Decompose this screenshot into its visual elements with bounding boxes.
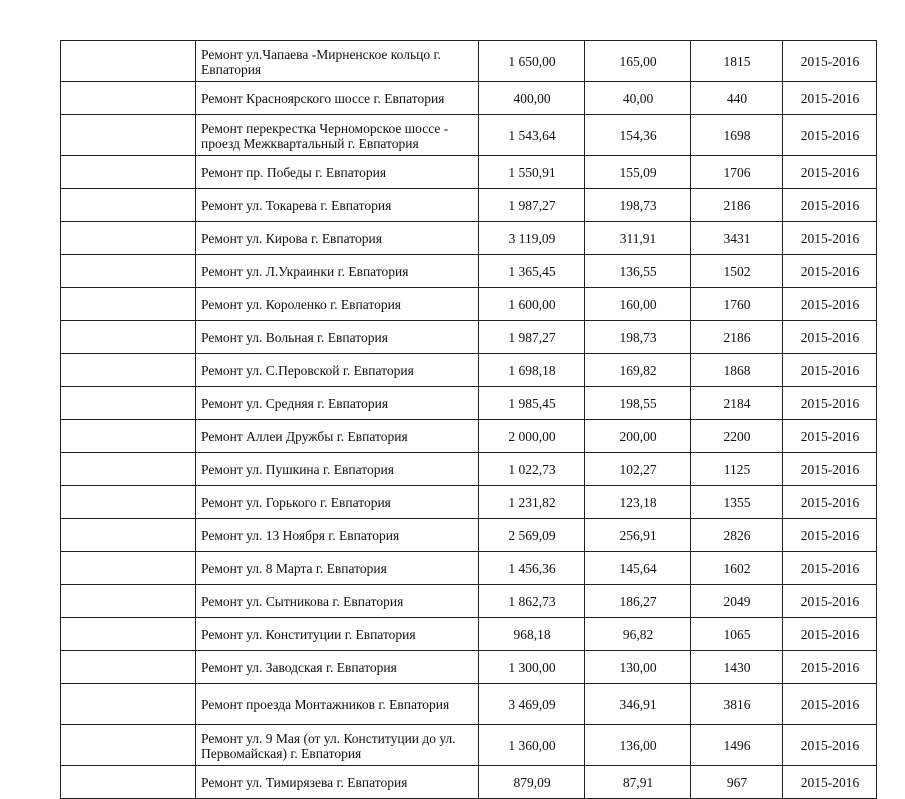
- work-name-cell: Ремонт ул. 8 Марта г. Евпатория: [196, 552, 479, 585]
- cost-cell: 3 469,09: [479, 684, 585, 725]
- vat-cell: 145,64: [585, 552, 691, 585]
- table-row: [61, 420, 877, 453]
- work-name-cell: Ремонт Аллеи Дружбы г. Евпатория: [196, 420, 479, 453]
- vat-cell: 87,91: [585, 766, 691, 799]
- period-cell: 2015-2016: [783, 288, 877, 321]
- table-row: [61, 552, 877, 585]
- blank-cell: [61, 222, 196, 255]
- cost-cell: 1 543,64: [479, 115, 585, 156]
- cost-cell: 2 569,09: [479, 519, 585, 552]
- work-name-cell: Ремонт ул. Сытникова г. Евпатория: [196, 585, 479, 618]
- vat-cell: 186,27: [585, 585, 691, 618]
- cost-cell: 1 022,73: [479, 453, 585, 486]
- blank-cell: [61, 585, 196, 618]
- cost-cell: 1 987,27: [479, 189, 585, 222]
- vat-cell: 136,55: [585, 255, 691, 288]
- work-name-cell: Ремонт ул. Пушкина г. Евпатория: [196, 453, 479, 486]
- table-row: [61, 288, 877, 321]
- period-cell: 2015-2016: [783, 41, 877, 82]
- work-name-cell: Ремонт ул. С.Перовской г. Евпатория: [196, 354, 479, 387]
- total-cell: 1602: [691, 552, 783, 585]
- period-cell: 2015-2016: [783, 82, 877, 115]
- cost-cell: 1 985,45: [479, 387, 585, 420]
- blank-cell: [61, 41, 196, 82]
- blank-cell: [61, 156, 196, 189]
- total-cell: 1355: [691, 486, 783, 519]
- blank-cell: [61, 684, 196, 725]
- cost-cell: 1 300,00: [479, 651, 585, 684]
- work-name-cell: Ремонт ул.Чапаева -Мирненское кольцо г. Евпатория: [196, 41, 479, 82]
- blank-cell: [61, 255, 196, 288]
- period-cell: 2015-2016: [783, 486, 877, 519]
- table-row: [61, 684, 877, 725]
- blank-cell: [61, 321, 196, 354]
- vat-cell: 160,00: [585, 288, 691, 321]
- table-row: [61, 156, 877, 189]
- blank-cell: [61, 420, 196, 453]
- cost-cell: 400,00: [479, 82, 585, 115]
- table-row: [61, 486, 877, 519]
- cost-cell: 3 119,09: [479, 222, 585, 255]
- total-cell: 2200: [691, 420, 783, 453]
- blank-cell: [61, 387, 196, 420]
- vat-cell: 256,91: [585, 519, 691, 552]
- period-cell: 2015-2016: [783, 156, 877, 189]
- vat-cell: 311,91: [585, 222, 691, 255]
- blank-cell: [61, 519, 196, 552]
- total-cell: 3431: [691, 222, 783, 255]
- total-cell: 3816: [691, 684, 783, 725]
- total-cell: 1868: [691, 354, 783, 387]
- total-cell: 1502: [691, 255, 783, 288]
- cost-cell: 1 456,36: [479, 552, 585, 585]
- work-name-cell: Ремонт ул. Короленко г. Евпатория: [196, 288, 479, 321]
- work-name-cell: Ремонт ул. 13 Ноября г. Евпатория: [196, 519, 479, 552]
- cost-cell: 1 550,91: [479, 156, 585, 189]
- total-cell: 2826: [691, 519, 783, 552]
- period-cell: 2015-2016: [783, 766, 877, 799]
- work-name-cell: Ремонт ул. 9 Мая (от ул. Конституции до ул. Первомайская) г. Евпатория: [196, 725, 479, 766]
- total-cell: 1496: [691, 725, 783, 766]
- period-cell: 2015-2016: [783, 453, 877, 486]
- work-name-cell: Ремонт ул. Тимирязева г. Евпатория: [196, 766, 479, 799]
- period-cell: 2015-2016: [783, 552, 877, 585]
- table-row: [61, 255, 877, 288]
- blank-cell: [61, 618, 196, 651]
- blank-cell: [61, 651, 196, 684]
- blank-cell: [61, 354, 196, 387]
- vat-cell: 200,00: [585, 420, 691, 453]
- table-row: [61, 585, 877, 618]
- work-name-cell: Ремонт ул. Вольная г. Евпатория: [196, 321, 479, 354]
- period-cell: 2015-2016: [783, 321, 877, 354]
- period-cell: 2015-2016: [783, 354, 877, 387]
- total-cell: 2186: [691, 189, 783, 222]
- cost-cell: 1 987,27: [479, 321, 585, 354]
- vat-cell: 165,00: [585, 41, 691, 82]
- cost-cell: 1 360,00: [479, 725, 585, 766]
- cost-cell: 2 000,00: [479, 420, 585, 453]
- period-cell: 2015-2016: [783, 519, 877, 552]
- blank-cell: [61, 82, 196, 115]
- blank-cell: [61, 486, 196, 519]
- blank-cell: [61, 288, 196, 321]
- table-row: [61, 189, 877, 222]
- work-name-cell: Ремонт проезда Монтажников г. Евпатория: [196, 684, 479, 725]
- vat-cell: 136,00: [585, 725, 691, 766]
- vat-cell: 198,55: [585, 387, 691, 420]
- total-cell: 1125: [691, 453, 783, 486]
- total-cell: 2186: [691, 321, 783, 354]
- vat-cell: 96,82: [585, 618, 691, 651]
- total-cell: 1698: [691, 115, 783, 156]
- work-name-cell: Ремонт ул. Конституции г. Евпатория: [196, 618, 479, 651]
- work-name-cell: Ремонт ул. Заводская г. Евпатория: [196, 651, 479, 684]
- total-cell: 2049: [691, 585, 783, 618]
- blank-cell: [61, 115, 196, 156]
- vat-cell: 123,18: [585, 486, 691, 519]
- vat-cell: 198,73: [585, 189, 691, 222]
- period-cell: 2015-2016: [783, 725, 877, 766]
- blank-cell: [61, 453, 196, 486]
- document-page: [60, 40, 876, 799]
- total-cell: 1430: [691, 651, 783, 684]
- blank-cell: [61, 189, 196, 222]
- work-name-cell: Ремонт ул. Средняя г. Евпатория: [196, 387, 479, 420]
- cost-cell: 1 698,18: [479, 354, 585, 387]
- cost-cell: 1 365,45: [479, 255, 585, 288]
- work-name-cell: Ремонт перекрестка Черноморское шоссе - проезд Межквартальный г. Евпатория: [196, 115, 479, 156]
- vat-cell: 40,00: [585, 82, 691, 115]
- total-cell: 1065: [691, 618, 783, 651]
- table-row: [61, 222, 877, 255]
- blank-cell: [61, 552, 196, 585]
- work-name-cell: Ремонт ул. Л.Украинки г. Евпатория: [196, 255, 479, 288]
- period-cell: 2015-2016: [783, 255, 877, 288]
- table-row: [61, 618, 877, 651]
- period-cell: 2015-2016: [783, 189, 877, 222]
- table-row: [61, 453, 877, 486]
- period-cell: 2015-2016: [783, 684, 877, 725]
- total-cell: 967: [691, 766, 783, 799]
- table-row: [61, 387, 877, 420]
- blank-cell: [61, 766, 196, 799]
- work-name-cell: Ремонт ул. Кирова г. Евпатория: [196, 222, 479, 255]
- table-row: [61, 725, 877, 766]
- total-cell: 440: [691, 82, 783, 115]
- cost-cell: 968,18: [479, 618, 585, 651]
- period-cell: 2015-2016: [783, 115, 877, 156]
- vat-cell: 155,09: [585, 156, 691, 189]
- road-repair-table: [60, 40, 877, 799]
- vat-cell: 102,27: [585, 453, 691, 486]
- total-cell: 1706: [691, 156, 783, 189]
- total-cell: 1760: [691, 288, 783, 321]
- cost-cell: 1 862,73: [479, 585, 585, 618]
- table-row: [61, 115, 877, 156]
- period-cell: 2015-2016: [783, 222, 877, 255]
- cost-cell: 1 600,00: [479, 288, 585, 321]
- total-cell: 2184: [691, 387, 783, 420]
- work-name-cell: Ремонт ул. Токарева г. Евпатория: [196, 189, 479, 222]
- vat-cell: 346,91: [585, 684, 691, 725]
- table-row: [61, 321, 877, 354]
- period-cell: 2015-2016: [783, 420, 877, 453]
- work-name-cell: Ремонт пр. Победы г. Евпатория: [196, 156, 479, 189]
- period-cell: 2015-2016: [783, 387, 877, 420]
- table-row: [61, 354, 877, 387]
- table-row: [61, 82, 877, 115]
- cost-cell: 1 231,82: [479, 486, 585, 519]
- table-row: [61, 41, 877, 82]
- table-row: [61, 519, 877, 552]
- vat-cell: 169,82: [585, 354, 691, 387]
- table-row: [61, 651, 877, 684]
- table-row: [61, 766, 877, 799]
- work-name-cell: Ремонт Красноярского шоссе г. Евпатория: [196, 82, 479, 115]
- work-name-cell: Ремонт ул. Горького г. Евпатория: [196, 486, 479, 519]
- blank-cell: [61, 725, 196, 766]
- period-cell: 2015-2016: [783, 618, 877, 651]
- vat-cell: 198,73: [585, 321, 691, 354]
- total-cell: 1815: [691, 41, 783, 82]
- table-body: [61, 41, 877, 799]
- cost-cell: 879,09: [479, 766, 585, 799]
- cost-cell: 1 650,00: [479, 41, 585, 82]
- period-cell: 2015-2016: [783, 651, 877, 684]
- period-cell: 2015-2016: [783, 585, 877, 618]
- vat-cell: 130,00: [585, 651, 691, 684]
- vat-cell: 154,36: [585, 115, 691, 156]
